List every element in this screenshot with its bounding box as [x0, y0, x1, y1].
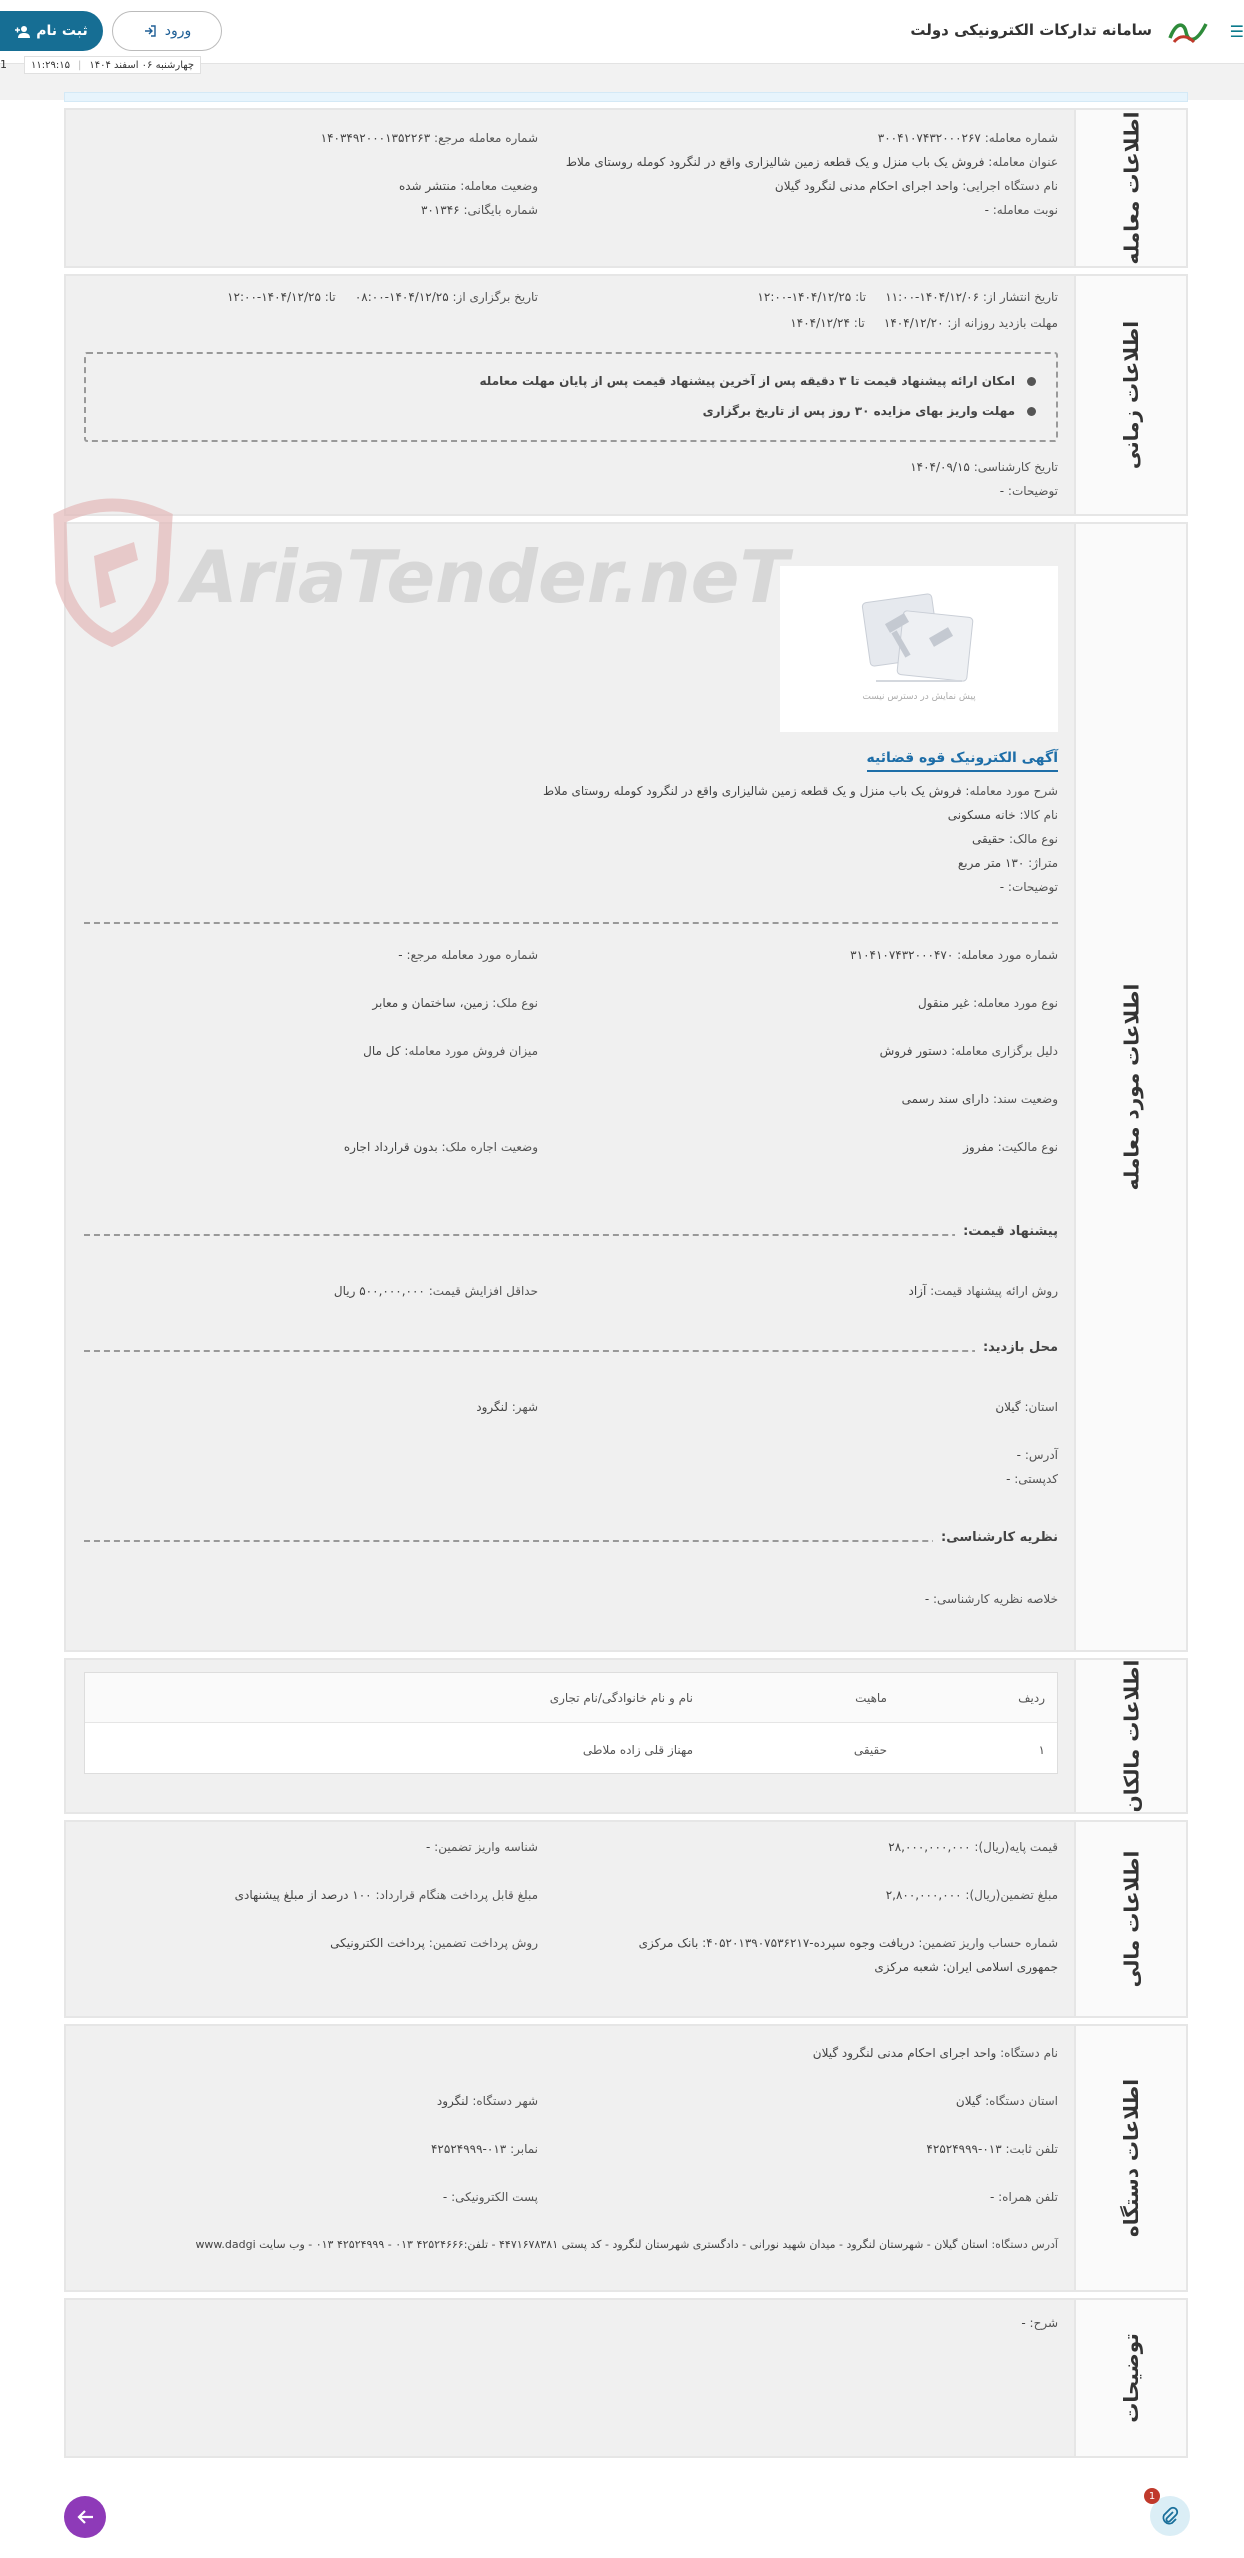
org-address: آدرس دستگاه: استان گیلان - شهرستان لنگرود - میدان شهید نورانی - دادگستری شهرستان لنگرود - کد پستی ۴۴۷۱۶۷۸۳۸۱ - تلفن:۴۲۵۲۴۶۶۶ ۰۱۳ - ۴۲۵۲۴۹۹۹ ۰۱۳ - وب سایت www.dadgi — [195, 2238, 1058, 2251]
date-display: چهارشنبه ۰۶ اسفند ۱۴۰۴ | ۱۱:۲۹:۱۵ — [24, 56, 201, 74]
visit-city: شهر: لنگرود — [476, 1400, 538, 1414]
column-header: ردیف — [1018, 1691, 1045, 1705]
org-mobile: تلفن همراه: - — [989, 2190, 1058, 2204]
org-name: نام دستگاه: واحد اجرای احکام مدنی لنگرود گیلان — [812, 2046, 1058, 2060]
section-title: اطلاعات معامله — [1119, 111, 1143, 265]
section-finance-info — [64, 1820, 1188, 2018]
lease-status: وضعیت اجاره ملک: بدون قرارداد اجاره — [343, 1140, 538, 1154]
timing-desc: توضیحات: - — [999, 484, 1058, 498]
guarantee-id: شناسه واریز تضمین: - — [426, 1840, 538, 1854]
column-header: نام و نام خانوادگی/نام تجاری — [549, 1691, 693, 1705]
visit-deadline: مهلت بازدید روزانه از: ۱۴۰۴/۱۲/۲۰ تا: ۱۴۰۴/۱۲/۲۴ — [790, 316, 1058, 330]
section-timing-info — [64, 274, 1188, 516]
section-org-info — [64, 2024, 1188, 2292]
bullet-icon — [1027, 407, 1036, 416]
deal-ref-number: شماره معامله مرجع: ۱۴۰۳۴۹۲۰۰۰۱۳۵۲۲۶۳ — [320, 131, 538, 145]
property-type: نوع ملک: زمین، ساختمان و معابر — [372, 996, 538, 1010]
side-indicator: 1 — [0, 58, 7, 71]
cell-name: مهناز قلی زاده ملاطی — [582, 1743, 693, 1757]
section-title: اطلاعات دستگاه — [1119, 2078, 1143, 2238]
deal-round: نوبت معامله: - — [984, 203, 1058, 217]
publish-date: تاریخ انتشار از: ۱۴۰۴/۱۲/۰۶-۱۱:۰۰ تا: ۱۴۰۴/۱۲/۲۵-۱۲:۰۰ — [757, 290, 1058, 304]
login-button[interactable] — [112, 11, 222, 51]
visit-province: استان: گیلان — [995, 1400, 1058, 1414]
section-deal-info — [64, 108, 1188, 268]
section-title: اطلاعات زمانی — [1118, 320, 1143, 470]
section-title: اطلاعات مورد معامله — [1118, 983, 1143, 1191]
item-number: شماره مورد معامله: ۳۱۰۴۱۰۷۴۳۲۰۰۰۴۷۰ — [850, 948, 1058, 962]
guarantee-account-line2: جمهوری اسلامی ایران: شعبه مرکزی — [874, 1960, 1058, 1974]
user-plus-icon — [15, 25, 30, 38]
guarantee-pay-method: روش پرداخت تضمین: پرداخت الکترونیکی — [330, 1936, 538, 1950]
site-title: سامانه تدارکات الکترونیکی دولت — [910, 21, 1152, 39]
info-strip — [64, 92, 1188, 102]
item-area: متراژ: ۱۳۰ متر مربع — [957, 856, 1058, 870]
attachments-badge: 1 — [1144, 2488, 1160, 2504]
section-owners-info — [64, 1658, 1188, 1814]
deal-title: عنوان معامله: فروش یک باب منزل و یک قطعه زمین شالیزاری واقع در لنگرود کومله روستای ملاط — [565, 155, 1058, 169]
visit-postal: کدپستی: - — [1006, 1472, 1058, 1486]
notice-item: امکان ارائه پیشنهاد قیمت تا ۳ دقیقه پس از آخرین پیشنهاد قیمت پس از پایان مهلت معامله — [480, 374, 1036, 388]
org-city: شهر دستگاه: لنگرود — [436, 2094, 538, 2108]
expert-heading: نظریه کارشناسی: — [933, 1530, 1058, 1545]
org-phone: تلفن ثابت: ۰۱۳-۴۲۵۲۴۹۹۹ — [926, 2142, 1058, 2156]
ad-title-link[interactable]: آگهی الکترونیک قوه قضائیه — [867, 750, 1059, 772]
notice-box — [84, 352, 1058, 442]
offer-heading: پیشنهاد قیمت: — [955, 1224, 1058, 1239]
item-desc: شرح مورد معامله: فروش یک باب منزل و یک قطعه زمین شالیزاری واقع در لنگرود کومله روستای ملاط — [543, 784, 1058, 798]
section-title: اطلاعات مالکان — [1118, 1659, 1143, 1813]
notice-item: مهلت واریز بهای مزایده ۳۰ روز پس از تاریخ برگزاری — [703, 404, 1036, 418]
section-title: اطلاعات مالی — [1119, 1850, 1143, 1988]
deal-number: شماره معامله: ۳۰۰۴۱۰۷۴۳۲۰۰۰۲۶۷ — [877, 131, 1058, 145]
base-price: قیمت پایه(ریال): ۲۸,۰۰۰,۰۰۰,۰۰۰ — [888, 1840, 1058, 1854]
setad-logo[interactable] — [1166, 16, 1210, 48]
table-header-row — [85, 1673, 1057, 1723]
login-icon — [143, 24, 157, 38]
document-status: وضعیت سند: دارای سند رسمی — [901, 1092, 1058, 1106]
header — [0, 0, 1244, 64]
back-button[interactable] — [64, 2496, 106, 2538]
item-image[interactable] — [780, 566, 1058, 732]
cell-kind: حقیقی — [853, 1743, 887, 1757]
guarantee-account: شماره حساب واریز تضمین: دریافت وجوه سپرده-۴۰۵۲۰۱۳۹۰۷۵۳۶۲۱۷: بانک مرکزی — [638, 1936, 1058, 1950]
cell-row: ۱ — [1038, 1743, 1045, 1757]
expert-date: تاریخ کارشناسی: ۱۴۰۴/۰۹/۱۵ — [910, 460, 1058, 474]
arrow-left-icon — [76, 2509, 94, 2525]
watermark-text: AriaTender.neT — [182, 535, 789, 619]
register-label: ثبت نام — [36, 23, 88, 39]
item-ref-number: شماره مورد معامله مرجع: - — [398, 948, 538, 962]
divider — [84, 1350, 1058, 1352]
no-preview-icon — [856, 588, 982, 688]
sale-amount: میزان فروش مورد معامله: کل مال — [363, 1044, 538, 1058]
deal-archive: شماره بایگانی: ۳۰۱۳۴۶ — [420, 203, 538, 217]
clock-text: ۱۱:۲۹:۱۵ — [31, 59, 70, 71]
item-notes: توضیحات: - — [999, 880, 1058, 894]
min-increase: حداقل افزایش قیمت: ۵۰۰,۰۰۰,۰۰۰ ریال — [333, 1284, 538, 1298]
section-title: توضیحات — [1119, 2333, 1143, 2423]
org-province: استان دستگاه: گیلان — [955, 2094, 1058, 2108]
item-owner-type: نوع مالک: حقیقی — [971, 832, 1058, 846]
ownership-type: نوع مالکیت: مفروز — [963, 1140, 1058, 1154]
section-notes — [64, 2298, 1188, 2458]
item-type: نوع مورد معامله: غیر منقول — [917, 996, 1058, 1010]
divider — [84, 1234, 1058, 1236]
owners-table — [84, 1672, 1058, 1774]
item-goods: نام کالا: خانه مسکونی — [947, 808, 1058, 822]
register-button[interactable] — [0, 11, 103, 51]
divider — [84, 1540, 1058, 1542]
deal-org: نام دستگاه اجرایی: واحد اجرای احکام مدنی لنگرود گیلان — [774, 179, 1058, 193]
expert-summary: خلاصه نظریه کارشناسی: - — [924, 1592, 1058, 1606]
payable-amount: مبلغ قابل پرداخت هنگام قرارداد: ۱۰۰ درصد از مبلغ پیشنهادی — [234, 1888, 538, 1902]
divider — [84, 922, 1058, 924]
table-row — [85, 1725, 1057, 1775]
section-item-info — [64, 522, 1188, 1652]
org-fax: نمابر: ۰۱۳-۴۲۵۲۴۹۹۹ — [430, 2142, 538, 2156]
offer-method: روش ارائه پیشنهاد قیمت: آزاد — [908, 1284, 1058, 1298]
hold-reason: دلیل برگزاری معامله: دستور فروش — [879, 1044, 1058, 1058]
guarantee-amount: مبلغ تضمین(ریال): ۲,۸۰۰,۰۰۰,۰۰۰ — [885, 1888, 1058, 1902]
paperclip-icon — [1161, 2507, 1179, 2525]
column-header: ماهیت — [855, 1691, 887, 1705]
visit-address: آدرس: - — [1016, 1448, 1058, 1462]
hold-date: تاریخ برگزاری از: ۱۴۰۴/۱۲/۲۵-۰۸:۰۰ تا: ۱۴۰۴/۱۲/۲۵-۱۲:۰۰ — [227, 290, 538, 304]
date-text: چهارشنبه ۰۶ اسفند ۱۴۰۴ — [89, 59, 195, 71]
image-caption: پیش نمایش در دسترس نیست — [862, 692, 976, 702]
bullet-icon — [1027, 377, 1036, 386]
login-label: ورود — [164, 23, 192, 39]
notes-desc: شرح: - — [1021, 2316, 1058, 2330]
menu-icon[interactable]: ☰ — [1229, 22, 1244, 41]
org-email: پست الکترونیکی: - — [442, 2190, 538, 2204]
visit-heading: محل بازدید: — [975, 1340, 1058, 1355]
deal-status: وضعیت معامله: منتشر شده — [398, 179, 538, 193]
